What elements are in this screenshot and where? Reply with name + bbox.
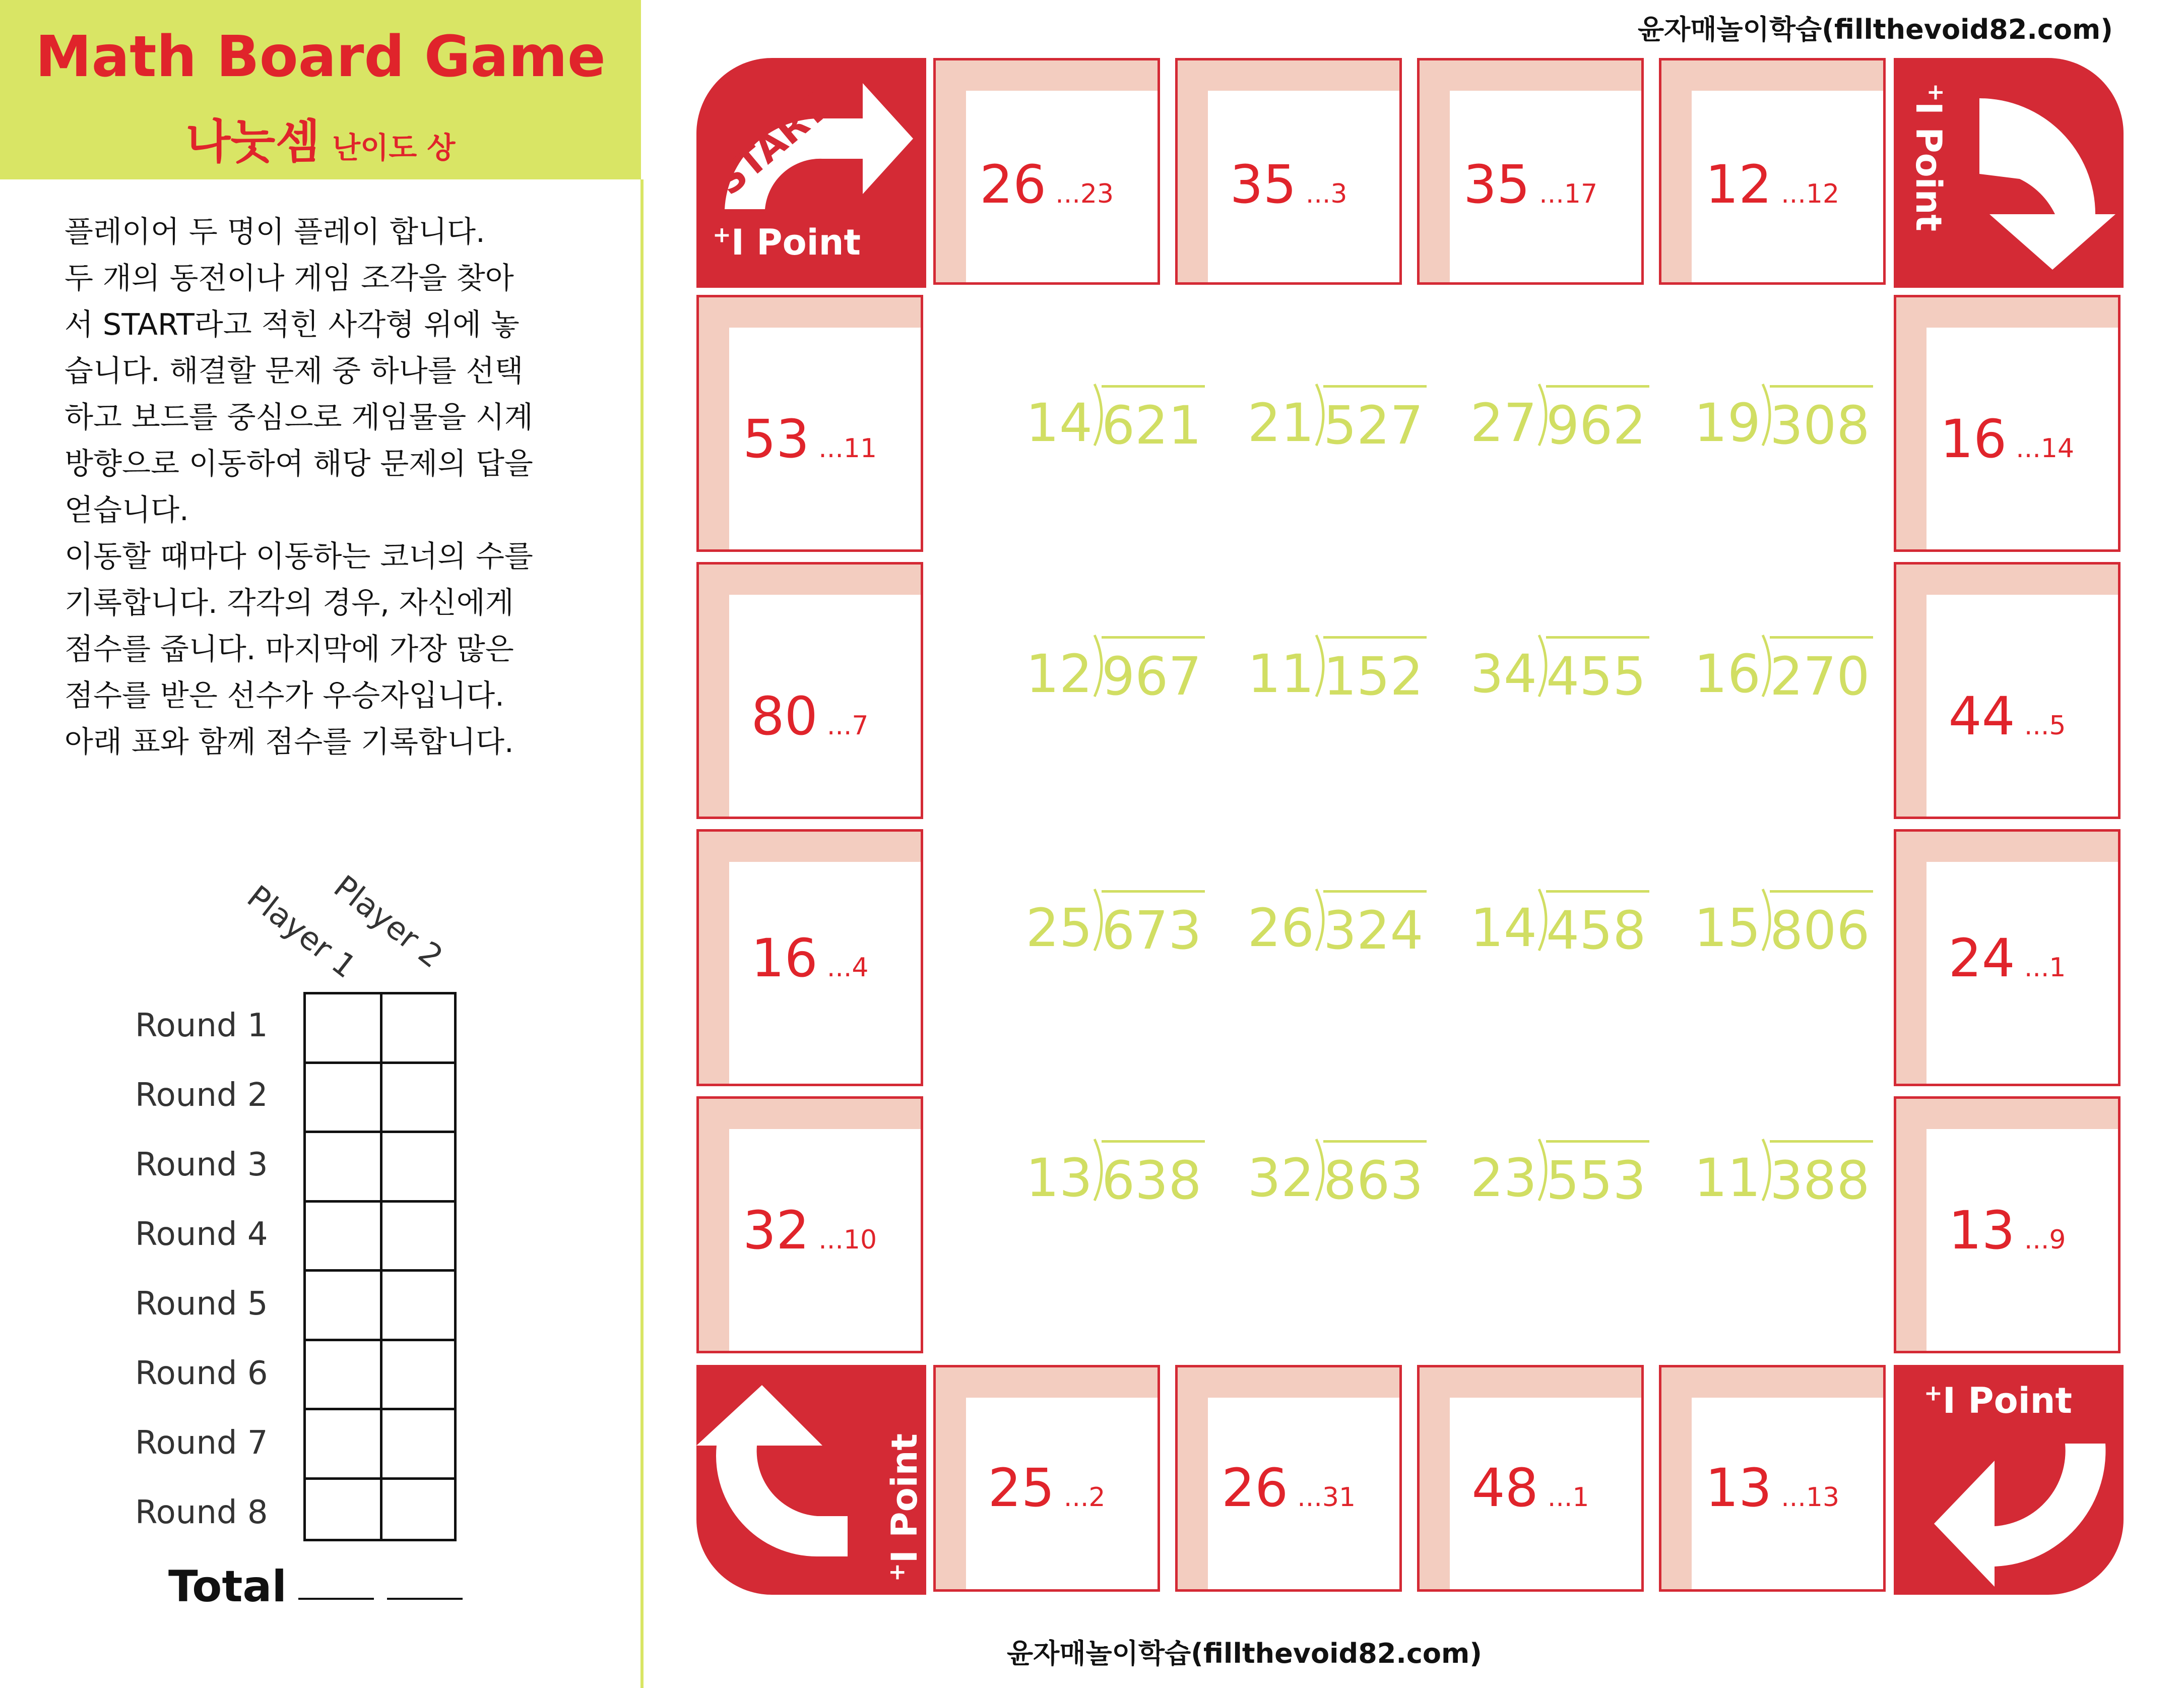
division-problem: 21 527: [1219, 382, 1401, 463]
site-credit-bottom: 윤자매놀이학습(fillthevoid82.com): [1007, 1638, 1482, 1669]
total-line-player-1: [298, 1598, 374, 1600]
page-subtitle: [0, 105, 641, 171]
corner-bottom-left[interactable]: [696, 1365, 926, 1595]
board-tile-right-1[interactable]: 16 ...14: [1894, 295, 2121, 552]
corner-point-label: +I Point: [1924, 1380, 2072, 1421]
round-label: Round 2: [135, 1077, 268, 1114]
board-tile-bottom-2[interactable]: 26 ...31: [1175, 1365, 1402, 1592]
corner-top-right[interactable]: [1894, 58, 2124, 288]
corner-bottom-right[interactable]: [1894, 1365, 2124, 1595]
rules-line: 플레이어 두 명이 플레이 합니다.: [65, 214, 485, 249]
board-tile-top-4[interactable]: 12 ...12: [1659, 58, 1886, 285]
board-tile-left-3[interactable]: 16 ...4: [696, 829, 923, 1086]
board-tile-left-4[interactable]: 32 ...10: [696, 1096, 923, 1353]
division-problem: 13 638: [998, 1137, 1179, 1218]
division-problem: 14 621: [998, 382, 1179, 463]
board-tile-top-2[interactable]: 35 ...3: [1175, 58, 1402, 285]
division-problem: 32 863: [1219, 1137, 1401, 1218]
board-tile-bottom-3[interactable]: 48 ...1: [1417, 1365, 1644, 1592]
division-problem: 34 455: [1442, 633, 1624, 714]
rules-line: 두 개의 동전이나 게임 조각을 찾아: [65, 261, 514, 295]
division-problem: 16 270: [1666, 633, 1847, 714]
page-title: Math Board Game: [35, 24, 606, 90]
corner-start[interactable]: [696, 58, 926, 288]
board-tile-top-3[interactable]: 35 ...17: [1417, 58, 1644, 285]
round-label: Round 7: [135, 1424, 268, 1462]
round-label: Round 1: [135, 1007, 268, 1044]
division-problem: 15 806: [1666, 887, 1847, 968]
rules-line: 하고 보드를 중심으로 게임물을 시계: [65, 400, 533, 434]
player-1-header: Player 1: [240, 878, 363, 985]
rules-line: 이동할 때마다 이동하는 코너의 수를: [65, 539, 533, 574]
total-label: Total: [168, 1561, 287, 1612]
division-problem: 23 553: [1442, 1137, 1624, 1218]
score-table: [303, 992, 457, 1541]
rules-line: 아래 표와 함께 점수를 기록합니다.: [65, 724, 514, 759]
division-problem: 19 308: [1666, 382, 1847, 463]
difficulty-label: 난이도 상: [332, 131, 456, 165]
subtitle-main: 나눗셈: [185, 115, 320, 169]
division-problem: 12 967: [998, 633, 1179, 714]
rules-line: 점수를 줍니다. 마지막에 가장 많은: [65, 632, 514, 666]
division-problem: 14 458: [1442, 887, 1624, 968]
corner-point-label: +I Point: [884, 1433, 925, 1582]
round-label: Round 4: [135, 1216, 268, 1253]
division-problem: 11 388: [1666, 1137, 1847, 1218]
division-problem: 26 324: [1219, 887, 1401, 968]
round-label: Round 3: [135, 1146, 268, 1183]
rules-line: 습니다. 해결할 문제 중 하나를 선택: [65, 353, 524, 388]
rules-text: [65, 209, 609, 765]
division-problem: 11 152: [1219, 633, 1401, 714]
board-tile-bottom-1[interactable]: 25 ...2: [933, 1365, 1160, 1592]
board-tile-top-1[interactable]: 26 ...23: [933, 58, 1160, 285]
site-credit-top: 윤자매놀이학습(fillthevoid82.com): [1638, 14, 2113, 45]
board-tile-left-2[interactable]: 80 ...7: [696, 562, 923, 819]
rules-line: 기록합니다. 각각의 경우, 자신에게: [65, 585, 514, 620]
board-tile-right-4[interactable]: 13 ...9: [1894, 1096, 2121, 1353]
board-tile-bottom-4[interactable]: 13 ...13: [1659, 1365, 1886, 1592]
total-line-player-2: [387, 1598, 463, 1600]
board-tile-right-3[interactable]: 24 ...1: [1894, 829, 2121, 1086]
board-tile-right-2[interactable]: 44 ...5: [1894, 562, 2121, 819]
start-label: START: [708, 86, 836, 204]
round-label: Round 8: [135, 1494, 268, 1531]
rules-line: 점수를 받은 선수가 우승자입니다.: [65, 678, 504, 713]
player-2-header: Player 2: [327, 868, 450, 975]
board-tile-left-1[interactable]: 53 ...11: [696, 295, 923, 552]
division-problem: 25 673: [998, 887, 1179, 968]
rules-line: 서 START라고 적힌 사각형 위에 놓: [65, 307, 520, 342]
panel-divider: [640, 179, 644, 1688]
division-problem: 27 962: [1442, 382, 1624, 463]
rules-line: 방향으로 이동하여 해당 문제의 답을: [65, 446, 533, 481]
rules-line: 얻습니다.: [65, 492, 189, 527]
corner-point-label: +I Point: [1908, 83, 1949, 231]
round-label: Round 6: [135, 1355, 268, 1392]
round-label: Round 5: [135, 1285, 268, 1323]
corner-point-label: +I Point: [713, 222, 861, 263]
